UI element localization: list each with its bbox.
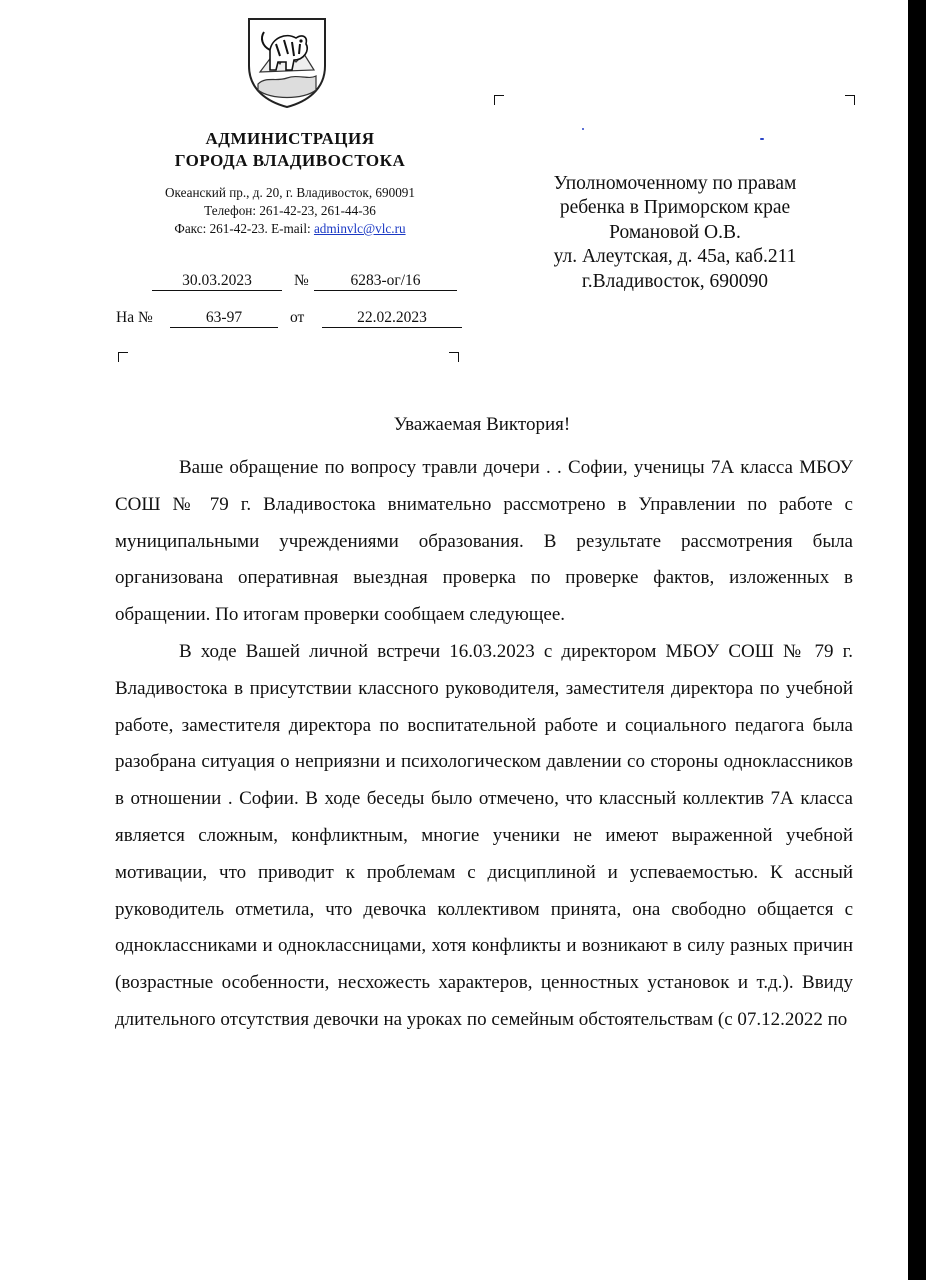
bracket-corner-left	[118, 352, 128, 362]
ref-label: На №	[116, 309, 153, 326]
body-paragraph: В ходе Вашей личной встречи 16.03.2023 с директором МБОУ СОШ № 79 г. Владивостока в присутствии классного руководителя, заместителя директора по учебной работе, заместителя директора по воспитательной работе и социального педагога была разобрана ситуация о неприязни и психологическом давлении со стороны одноклассников в отношении . Софии. В ходе беседы было отмечено, что классный коллектив 7А класса является сложным, конфликтным, многие ученики не имеют выраженной учебной мотивации, что приводит к проблемам с дисциплиной и успеваемостью. К ассный руководитель отметила, что девочка коллективом принята, она свободно общается с одноклассниками и одноклассницами, хотя конфликты и возникают в силу разных причин (возрастные особенности, несхожесть характеров, ценностных установок и т.д.). Ввиду длительного отсутствия девочки на уроках по семейным обстоятельствам (с 07.12.2022 по	[115, 640, 853, 1030]
coat-of-arms-icon	[246, 16, 328, 110]
recipient-line: Уполномоченному по правам	[553, 173, 797, 194]
org-address: Океанский пр., д. 20, г. Владивосток, 690091	[165, 185, 415, 200]
letter-body	[115, 450, 853, 1039]
salutation: Уважаемая Виктория!	[393, 414, 571, 435]
outgoing-number: 6283-ог/16	[314, 271, 457, 291]
number-label: №	[294, 272, 309, 289]
recipient-block	[520, 172, 830, 294]
recipient-line: ребенка в Приморском крае	[559, 197, 791, 219]
ref-date: 22.02.2023	[322, 308, 462, 328]
recipient-line: г.Владивосток, 690090	[581, 270, 769, 292]
ref-number: 63-97	[170, 308, 278, 328]
body-paragraph: Ваше обращение по вопросу травли дочери . . Софии, ученицы 7А класса МБОУ СОШ № 79 г. Владивостока внимательно рассмотрено в Управлении по работе с муниципальными учреждениями образования. В результате рассмотрения была организована оперативная выездная проверка по проверке фактов, изложенных в обращении. По итогам проверки сообщаем следующее.	[115, 457, 853, 626]
org-fax-email	[120, 221, 460, 237]
recipient-line: ул. Алеутская, д. 45а, каб.211	[553, 246, 797, 268]
bracket-corner-left	[494, 95, 504, 105]
org-name-line1: АДМИНИСТРАЦИЯ	[205, 129, 375, 148]
outgoing-date: 30.03.2023	[152, 271, 282, 291]
scan-mark	[760, 138, 764, 140]
org-name-line2: ГОРОДА ВЛАДИВОСТОКА	[174, 151, 406, 170]
scan-mark	[582, 128, 584, 130]
ref-from-label: от	[290, 309, 305, 326]
org-fax-label: Факс: 261-42-23. E-mail:	[174, 221, 314, 236]
scan-edge	[908, 0, 926, 1280]
recipient-line: Романовой О.В.	[609, 221, 741, 243]
bracket-corner-right	[449, 352, 459, 362]
email-link[interactable]: adminvlc@vlc.ru	[313, 221, 406, 236]
bracket-corner-right	[845, 95, 855, 105]
org-phone: Телефон: 261-42-23, 261-44-36	[204, 203, 376, 218]
